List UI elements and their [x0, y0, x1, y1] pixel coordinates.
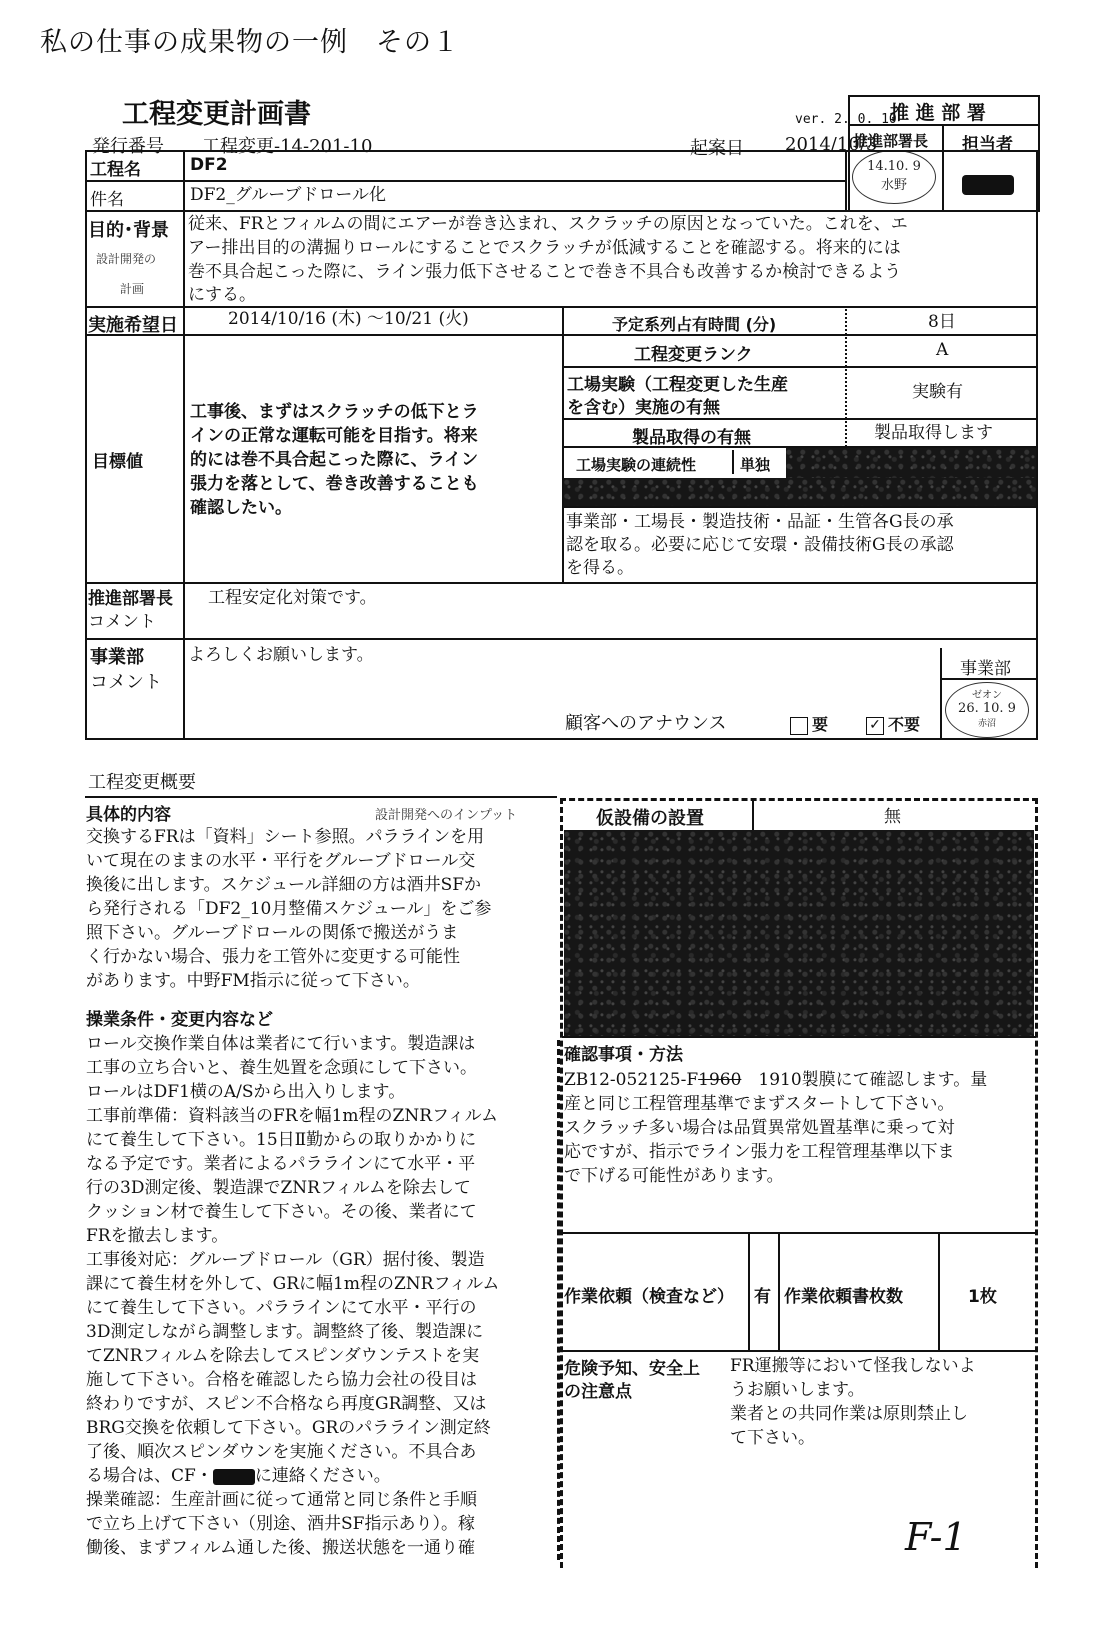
ops-line-3: ロールはDF1横のA/Sから出入りします。: [86, 1082, 406, 1102]
checkbox-not-required-checked[interactable]: ✓: [866, 717, 884, 735]
approve-line-3: を得る。: [566, 558, 634, 578]
product-label: 製品取得の有無: [632, 428, 751, 448]
redacted-continuity-2: [564, 478, 1036, 506]
ops-line-8: クッション材で養生して下さい。その後、業者にて: [86, 1202, 477, 1222]
ops-line-6: なる予定です。業者によるパララインにて水平・平: [86, 1154, 476, 1174]
handwritten-signature: F-1: [905, 1515, 967, 1559]
draft-date-label: 起案日: [690, 138, 744, 159]
rank-value: A: [936, 340, 949, 360]
process-value: DF2: [190, 155, 228, 175]
ops-line-20: 操業確認：生産計画に従って通常と同じ条件と手順: [86, 1490, 477, 1510]
purpose-label: 目的･背景: [88, 220, 169, 241]
purpose-sub1: 設計開発の: [96, 252, 157, 266]
head-comment-value: 工程安定化対策です。: [208, 588, 377, 608]
target-line-5: 確認したい。: [190, 498, 292, 518]
checkbox-required[interactable]: [790, 717, 808, 735]
process-label: 工程名: [90, 160, 141, 180]
detail-line-6: く行かない場合、張力を工管外に変更する可能性: [86, 947, 460, 967]
ops-line-1: ロール交換作業自体は業者にて行います。製造課は: [86, 1034, 476, 1054]
date-label: 実施希望日: [88, 315, 178, 336]
page-caption: 私の仕事の成果物の一例 その１: [40, 27, 460, 58]
detail-line-5: 照下さい。グルーブドロールの関係で搬送がうま: [86, 923, 459, 943]
ops-line-17: BRG交換を依頼して下さい。GRのパラライン測定終: [86, 1418, 491, 1438]
risk-label-1: 危険予知、安全上: [564, 1359, 700, 1379]
biz-stamp-bottom: 赤沼: [977, 719, 996, 729]
continuity-value: 単独: [740, 456, 771, 474]
target-line-1: 工事後、まずはスクラッチの低下とラ: [190, 402, 479, 422]
factory-exp-value: 実験有: [912, 382, 963, 402]
rank-label: 工程変更ランク: [634, 345, 753, 365]
confirm-line-3: スクラッチ多い場合は品質異常処置基準に乗って対: [564, 1118, 955, 1138]
biz-stamp-date: 26. 10. 9: [958, 701, 1016, 716]
target-line-4: 張力を落として、巻き改善することも: [190, 474, 479, 494]
issue-number-value: 工程変更-14-201-10: [202, 136, 373, 157]
occupancy-value: 8日: [928, 312, 956, 332]
risk-line-4: て下さい。: [730, 1428, 815, 1448]
risk-line-2: うお願いします。: [730, 1380, 865, 1400]
ops-line-13: 3D測定しながら調整します。調整終了後、製造課に: [86, 1322, 484, 1342]
issue-number-label: 発行番号: [92, 136, 164, 157]
person-label: 担当者: [962, 135, 1013, 155]
ops-line-9: FRを撤去します。: [86, 1226, 229, 1246]
redacted-image: [564, 830, 1034, 1036]
ops-line-15: 施して下さい。合格を確認したら協力会社の役目は: [86, 1370, 477, 1390]
announce-not-required[interactable]: ✓ 不要: [866, 712, 920, 735]
announce-label: 顧客へのアナウンス: [565, 713, 727, 734]
dept-header: 推 進 部 署: [890, 102, 986, 124]
draft-date-value: 2014/10/3: [785, 134, 878, 155]
confirm-line-5: で下げる可能性があります。: [564, 1166, 784, 1186]
purpose-line-3: 巻不具合起こった際に、ライン張力低下させることで巻き不具合も改善するか検討できるよう: [188, 262, 902, 282]
ops-line-16: 終わりですが、スピン不合格なら再度GR調整、又は: [86, 1394, 487, 1414]
biz-comment-label-1: 事業部: [90, 647, 144, 668]
target-label: 目標値: [92, 452, 143, 472]
risk-label-2: の注意点: [564, 1382, 632, 1402]
overview-heading: 工程変更概要: [88, 772, 196, 793]
ops-line-18: 了後、順次スピンダウンを実施ください。不具合あ: [86, 1442, 477, 1462]
detail-line-1: 交換するFRは「資料」シート参照。パララインを用: [86, 827, 485, 847]
subject-value: DF2_グルーブドロール化: [190, 185, 387, 205]
work-count-label: 作業依頼書枚数: [784, 1287, 903, 1307]
ops-line-5: にて養生して下さい。15日Ⅱ勤からの取りかかりに: [86, 1130, 477, 1150]
dept-head-label: 推進部署長: [853, 132, 929, 150]
purpose-line-2: アー排出目的の溝掘りロールにすることでスクラッチが低減することを確認する。将来的には: [188, 238, 901, 258]
ops-line-22: 働後、まずフィルム通した後、搬送状態を一通り確: [86, 1538, 475, 1558]
approve-line-2: 認を取る。必要に応じて安環・設備技術G長の承認: [566, 535, 954, 555]
ops-line-12: にて養生して下さい。パララインにて水平・平行の: [86, 1298, 477, 1318]
confirm-line-4: 応ですが、指示でライン張力を工程管理基準以下ま: [564, 1142, 955, 1162]
purpose-line-1: 従来、FRとフィルムの間にエアーが巻き込まれ、スクラッチの原因となっていた。これを、エ: [188, 214, 908, 234]
factory-exp-label-2: を含む）実施の有無: [567, 398, 720, 418]
head-comment-label-1: 推進部署長: [88, 589, 173, 609]
ops-line-21: で立ち上げて下さい（別途、酒井SF指示あり）。稼: [86, 1514, 475, 1534]
work-count-value: 1枚: [968, 1287, 997, 1307]
document-title: 工程変更計画書: [122, 99, 311, 130]
continuity-label: 工場実験の連続性: [576, 456, 697, 474]
ops-line-7: 行の3D測定後、製造課でZNRフィルムを除去して: [86, 1178, 471, 1198]
risk-line-1: FR運搬等において怪我しないよ: [730, 1356, 976, 1376]
biz-box-label: 事業部: [960, 659, 1011, 679]
purpose-line-4: にする。: [188, 285, 256, 305]
purpose-sub2: 計画: [120, 282, 145, 296]
head-comment-label-2: コメント: [88, 612, 156, 632]
confirm-line-2: 産と同じ工程管理基準でまずスタートして下さい。: [564, 1094, 955, 1114]
ops-line-10: 工事後対応：グルーブドロール（GR）据付後、製造: [86, 1250, 485, 1270]
risk-line-3: 業者との共同作業は原則禁止し: [730, 1404, 968, 1424]
temp-equipment-label: 仮設備の設置: [596, 808, 704, 829]
stamp-date: 14.10. 9: [867, 159, 921, 174]
confirm-label: 確認事項・方法: [564, 1045, 683, 1065]
redacted-contact: [213, 1469, 255, 1485]
stamp-name: 水野: [880, 178, 907, 193]
work-request-label: 作業依頼（検査など）: [564, 1287, 734, 1307]
detail-line-3: 換後に出します。スケジュール詳細の方は酒井SFか: [86, 875, 482, 895]
biz-comment-value: よろしくお願いします。: [188, 645, 374, 665]
ops-line-4: 工事前準備：資料該当のFRを幅1m程のZNRフィルム: [86, 1106, 498, 1126]
biz-comment-label-2: コメント: [90, 672, 162, 693]
announce-required[interactable]: 要: [790, 712, 828, 735]
work-request-value: 有: [754, 1287, 771, 1307]
detail-line-2: いて現在のままの水平・平行をグルーブドロール交: [86, 851, 476, 871]
subject-label: 件名: [90, 190, 124, 210]
redacted-continuity: [786, 448, 1036, 478]
biz-stamp: [945, 682, 1029, 738]
ops-line-2: 工事の立ち合いと、養生処置を念頭にして下さい。: [86, 1058, 477, 1078]
biz-stamp-top: ゼオン: [972, 690, 1002, 701]
design-input-label: 設計開発へのインプット: [375, 808, 518, 823]
detail-line-4: ら発行される「DF2_10月整備スケジュール」をご参: [86, 899, 492, 919]
ops-line-14: てZNRフィルムを除去してスピンダウンテストを実: [86, 1346, 480, 1366]
approve-line-1: 事業部・工場長・製造技術・品証・生管各G長の承: [566, 512, 954, 532]
date-value: 2014/10/16 (木) ～10/21 (火): [228, 309, 469, 329]
target-line-3: 的には巻不具合起こった際に、ライン: [190, 450, 479, 470]
factory-exp-label-1: 工場実験（工程変更した生産: [567, 375, 788, 395]
version-label: ver. 2. 0. 10: [795, 112, 897, 127]
occupancy-label: 予定系列占有時間 (分): [612, 315, 777, 334]
detail-label: 具体的内容: [86, 805, 171, 825]
detail-line-7: があります。中野FM指示に従って下さい。: [86, 971, 420, 991]
product-value: 製品取得します: [874, 423, 993, 443]
ops-line-19: る場合は、CF・ に連絡ください。: [86, 1466, 391, 1486]
ops-label: 操業条件・変更内容など: [86, 1010, 273, 1030]
temp-equipment-value: 無: [884, 807, 901, 827]
confirm-line-1: ZB12-052125-F1960 1910製膜にて確認します。量: [564, 1070, 988, 1090]
target-line-2: インの正常な運転可能を目指す。将来: [190, 426, 478, 446]
ops-line-11: 課にて養生材を外して、GRに幅1m程のZNRフィルム: [86, 1274, 500, 1294]
